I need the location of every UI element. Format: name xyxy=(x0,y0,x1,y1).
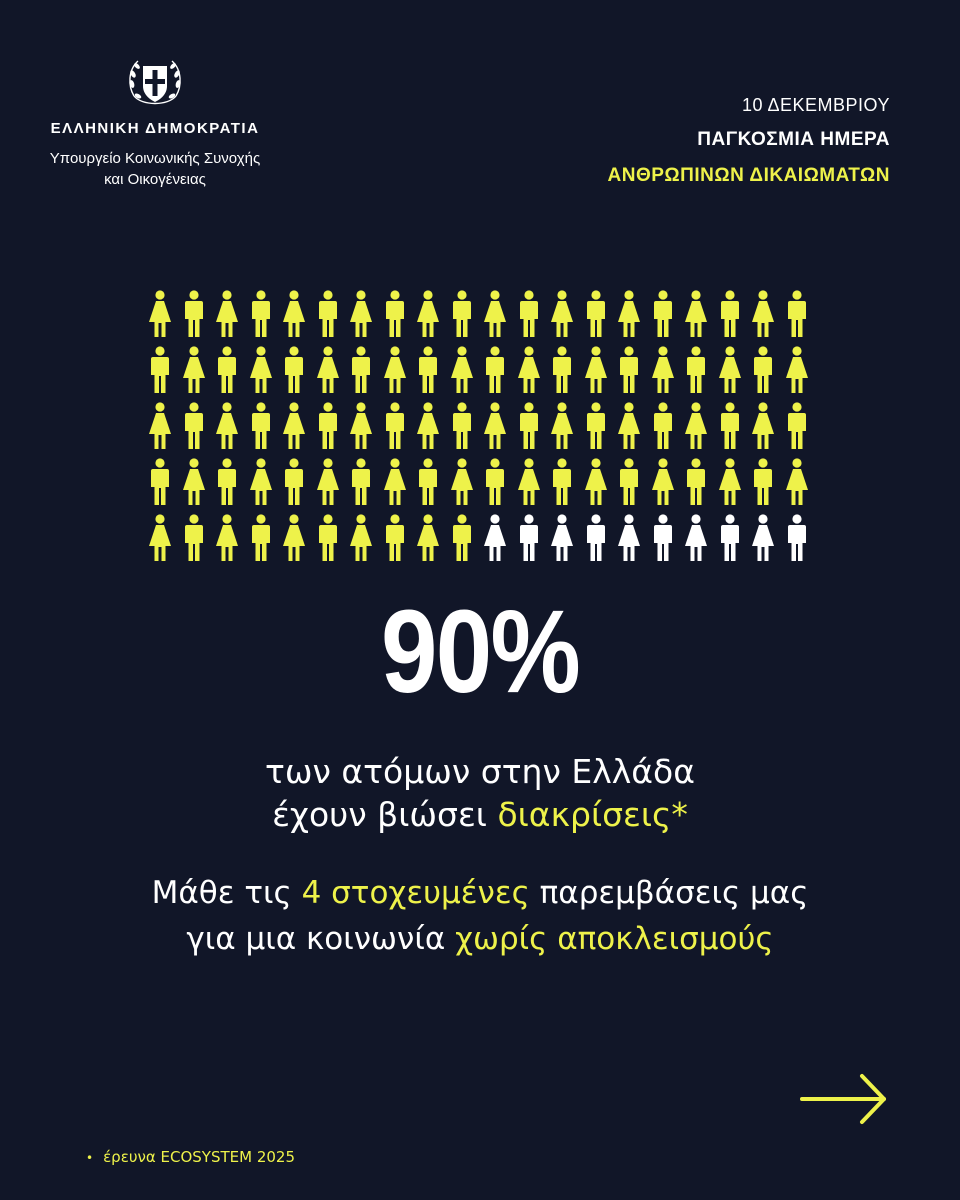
male-person-icon xyxy=(381,290,409,338)
female-person-icon xyxy=(314,346,342,394)
female-person-icon xyxy=(213,514,241,562)
male-person-icon xyxy=(515,402,543,450)
female-person-icon xyxy=(180,346,208,394)
female-person-icon xyxy=(414,402,442,450)
stat-description xyxy=(0,750,960,836)
male-person-icon xyxy=(347,346,375,394)
female-person-icon xyxy=(548,514,576,562)
female-person-icon xyxy=(381,346,409,394)
female-person-icon xyxy=(481,514,509,562)
coat-of-arms-icon xyxy=(124,52,186,114)
observance-title-line-2: ΑΝΘΡΩΠΙΝΩΝ ΔΙΚΑΙΩΜΑΤΩΝ xyxy=(607,165,890,186)
male-person-icon xyxy=(347,458,375,506)
female-person-icon xyxy=(783,346,811,394)
male-person-icon xyxy=(280,346,308,394)
male-person-icon xyxy=(247,514,275,562)
observance-date: 10 ΔΕΚΕΜΒΡΙΟΥ xyxy=(741,95,890,115)
female-person-icon xyxy=(682,402,710,450)
male-person-icon xyxy=(582,402,610,450)
female-person-icon xyxy=(146,290,174,338)
cta-line-2-prefix: για μια κοινωνία xyxy=(186,921,456,957)
female-person-icon xyxy=(247,458,275,506)
female-person-icon xyxy=(615,290,643,338)
male-person-icon xyxy=(146,458,174,506)
female-person-icon xyxy=(414,514,442,562)
org-name: ΕΛΛΗΝΙΚΗ ΔΗΜΟΚΡΑΤΙΑ xyxy=(50,120,260,137)
male-person-icon xyxy=(582,290,610,338)
female-person-icon xyxy=(582,458,610,506)
cta-line-1-prefix: Μάθε τις xyxy=(151,875,302,911)
female-person-icon xyxy=(146,402,174,450)
cta-line-2 xyxy=(0,916,960,962)
female-person-icon xyxy=(548,290,576,338)
male-person-icon xyxy=(716,290,744,338)
stat-highlight: διακρίσεις* xyxy=(497,795,688,834)
female-person-icon xyxy=(180,458,208,506)
female-person-icon xyxy=(682,514,710,562)
male-person-icon xyxy=(314,290,342,338)
female-person-icon xyxy=(481,290,509,338)
footnote-bullet: • xyxy=(86,1151,94,1165)
observance-block xyxy=(608,88,890,194)
stat-line-2-text: έχουν βιώσει xyxy=(272,795,498,834)
male-person-icon xyxy=(280,458,308,506)
female-person-icon xyxy=(314,458,342,506)
male-person-icon xyxy=(515,290,543,338)
people-pictogram-grid xyxy=(146,290,814,566)
male-person-icon xyxy=(649,402,677,450)
male-person-icon xyxy=(582,514,610,562)
male-person-icon xyxy=(381,514,409,562)
male-person-icon xyxy=(615,346,643,394)
arrow-right-icon[interactable] xyxy=(798,1068,890,1128)
ministry-name xyxy=(20,148,290,190)
male-person-icon xyxy=(548,346,576,394)
male-person-icon xyxy=(414,458,442,506)
male-person-icon xyxy=(448,290,476,338)
male-person-icon xyxy=(749,458,777,506)
female-person-icon xyxy=(749,290,777,338)
male-person-icon xyxy=(481,458,509,506)
female-person-icon xyxy=(414,290,442,338)
male-person-icon xyxy=(682,458,710,506)
stat-line-1: των ατόμων στην Ελλάδα xyxy=(264,752,695,791)
male-person-icon xyxy=(247,290,275,338)
male-person-icon xyxy=(314,402,342,450)
female-person-icon xyxy=(247,346,275,394)
male-person-icon xyxy=(180,402,208,450)
cta-line-1-suffix: παρεμβάσεις μας xyxy=(529,875,809,911)
source-footnote xyxy=(86,1148,295,1166)
male-person-icon xyxy=(448,514,476,562)
cta-line-1-highlight: 4 στοχευμένες xyxy=(301,875,530,911)
female-person-icon xyxy=(213,290,241,338)
call-to-action xyxy=(0,870,960,962)
male-person-icon xyxy=(749,346,777,394)
stat-line-2 xyxy=(0,793,960,836)
female-person-icon xyxy=(213,402,241,450)
female-person-icon xyxy=(280,402,308,450)
female-person-icon xyxy=(280,290,308,338)
male-person-icon xyxy=(649,290,677,338)
female-person-icon xyxy=(682,290,710,338)
male-person-icon xyxy=(649,514,677,562)
male-person-icon xyxy=(716,514,744,562)
cta-line-1 xyxy=(0,870,960,916)
female-person-icon xyxy=(615,402,643,450)
male-person-icon xyxy=(783,290,811,338)
male-person-icon xyxy=(314,514,342,562)
female-person-icon xyxy=(749,402,777,450)
male-person-icon xyxy=(548,458,576,506)
male-person-icon xyxy=(213,458,241,506)
male-person-icon xyxy=(448,402,476,450)
female-person-icon xyxy=(515,458,543,506)
male-person-icon xyxy=(615,458,643,506)
stat-percentage: 90% xyxy=(381,586,579,718)
female-person-icon xyxy=(716,346,744,394)
male-person-icon xyxy=(381,402,409,450)
ministry-line-1: Υπουργείο Κοινωνικής Συνοχής xyxy=(49,150,261,167)
female-person-icon xyxy=(448,458,476,506)
female-person-icon xyxy=(280,514,308,562)
male-person-icon xyxy=(783,402,811,450)
female-person-icon xyxy=(146,514,174,562)
male-person-icon xyxy=(515,514,543,562)
male-person-icon xyxy=(146,346,174,394)
female-person-icon xyxy=(783,458,811,506)
female-person-icon xyxy=(381,458,409,506)
male-person-icon xyxy=(180,290,208,338)
female-person-icon xyxy=(582,346,610,394)
footnote-text: έρευνα ECOSYSTEM 2025 xyxy=(103,1148,296,1166)
male-person-icon xyxy=(481,346,509,394)
female-person-icon xyxy=(749,514,777,562)
female-person-icon xyxy=(716,458,744,506)
female-person-icon xyxy=(649,458,677,506)
female-person-icon xyxy=(548,402,576,450)
male-person-icon xyxy=(213,346,241,394)
male-person-icon xyxy=(247,402,275,450)
male-person-icon xyxy=(783,514,811,562)
female-person-icon xyxy=(448,346,476,394)
female-person-icon xyxy=(615,514,643,562)
female-person-icon xyxy=(515,346,543,394)
female-person-icon xyxy=(347,514,375,562)
female-person-icon xyxy=(347,290,375,338)
female-person-icon xyxy=(481,402,509,450)
male-person-icon xyxy=(716,402,744,450)
observance-title-line-1: ΠΑΓΚΟΣΜΙΑ ΗΜΕΡΑ xyxy=(697,129,890,150)
male-person-icon xyxy=(682,346,710,394)
female-person-icon xyxy=(649,346,677,394)
male-person-icon xyxy=(414,346,442,394)
male-person-icon xyxy=(180,514,208,562)
female-person-icon xyxy=(347,402,375,450)
cta-line-2-highlight: χωρίς αποκλεισμούς xyxy=(455,921,774,957)
ministry-line-2: και Οικογένειας xyxy=(104,171,206,188)
